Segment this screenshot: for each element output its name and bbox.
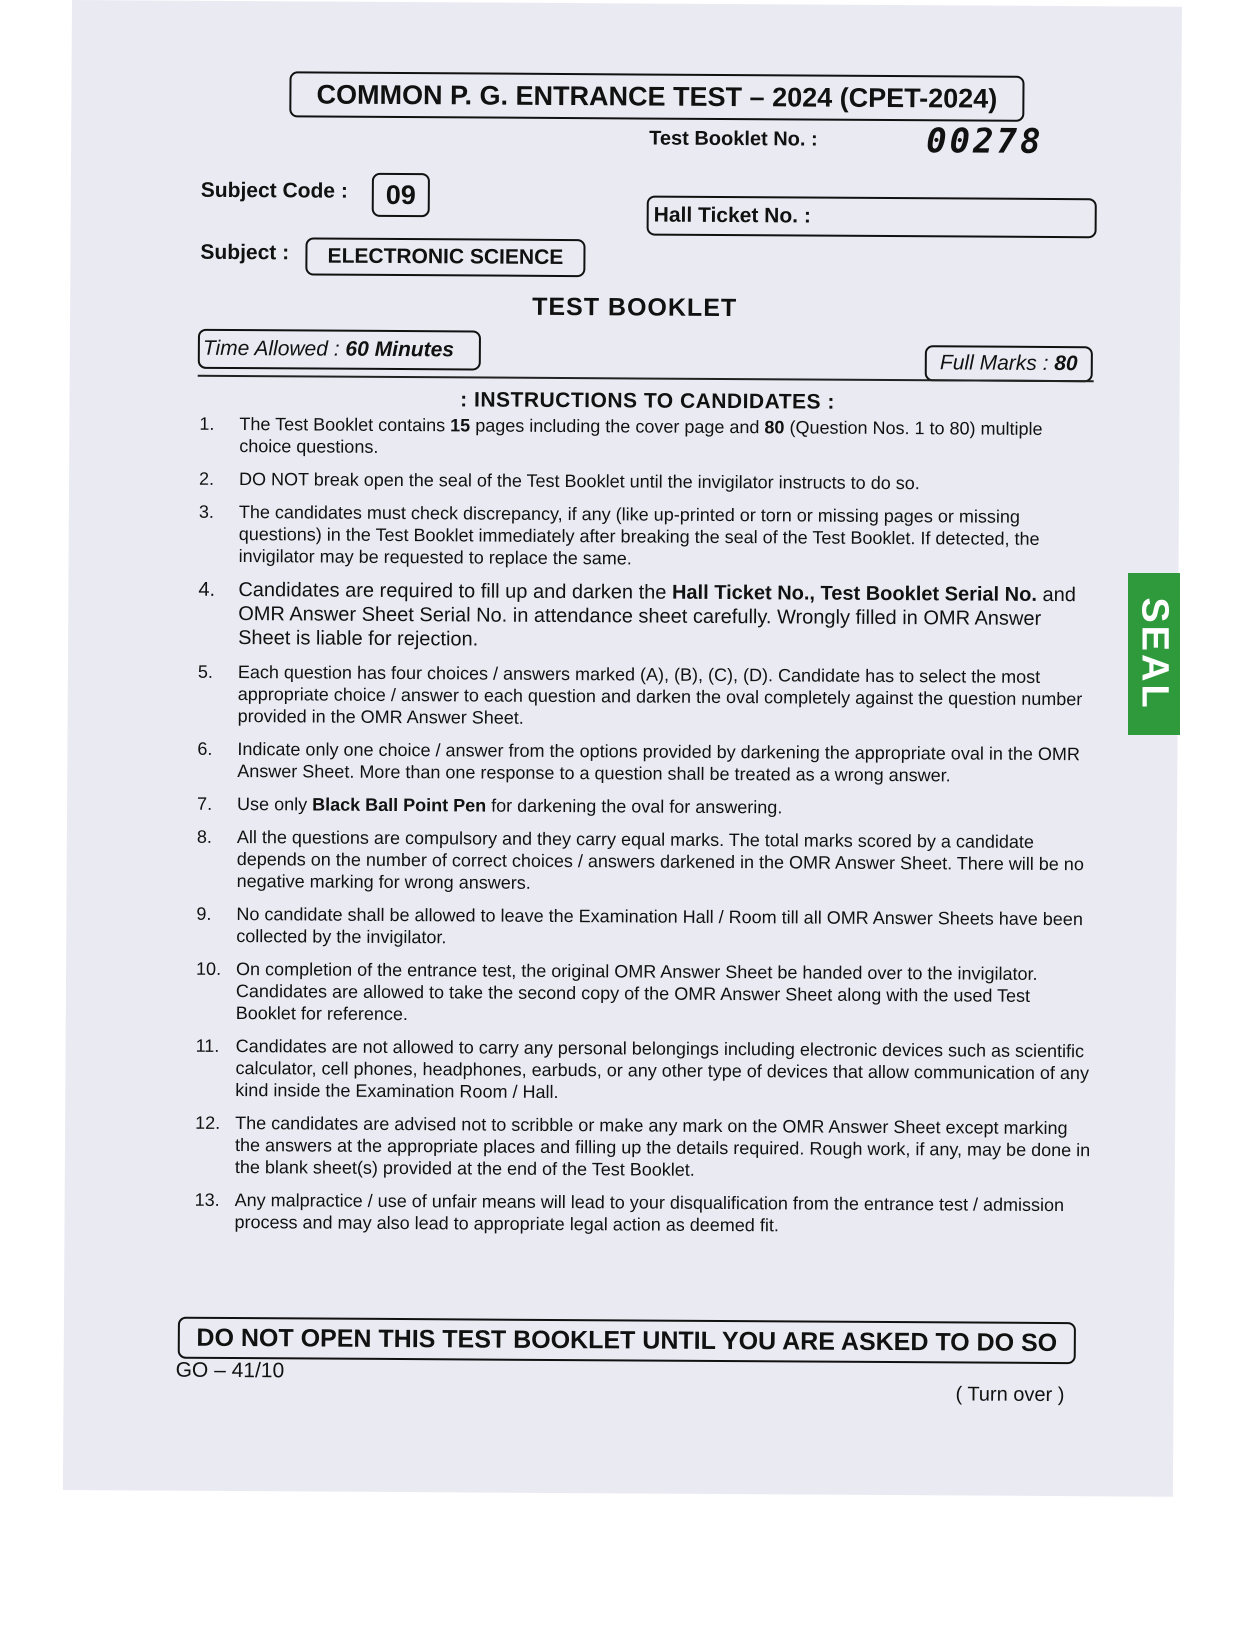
- list-item: [189, 826, 1093, 898]
- exam-title: COMMON P. G. ENTRANCE TEST – 2024 (CPET-2024): [289, 71, 1024, 121]
- item-text: and OMR Answer Sheet Serial No. in attendance sheet carefully. Wrongly filled in OMR Answer Sheet is liable for rejection.: [238, 583, 1076, 651]
- instructions-list: [186, 413, 1095, 1250]
- item-text-bold: 15: [450, 415, 471, 436]
- item-text: Indicate only one choice / answer from the options provided by darkening the appropriate oval in the OMR Answer Sheet. More than one response to a question shall be treated as a wrong answer.: [237, 739, 1080, 786]
- turn-over-note: ( Turn over ): [955, 1383, 1065, 1407]
- item-text: No candidate shall be allowed to leave the Examination Hall / Room till all OMR Answer Sheets have been collected by the invigilator.: [236, 904, 1083, 948]
- item-number: 1.: [199, 413, 215, 434]
- subject-name: ELECTRONIC SCIENCE: [305, 237, 585, 277]
- item-text: pages including the cover page and: [470, 415, 765, 438]
- list-item: [188, 903, 1092, 953]
- instructions-heading: : INSTRUCTIONS TO CANDIDATES :: [460, 388, 835, 414]
- item-text-bold: Hall Ticket No., Test Booklet Serial No.: [671, 581, 1037, 606]
- list-item: [190, 578, 1094, 656]
- list-item: [191, 501, 1095, 573]
- paper-code: GO – 41/10: [175, 1358, 285, 1383]
- item-number: 13.: [194, 1189, 220, 1210]
- item-text: Any malpractice / use of unfair means will lead to your disqualification from the entrance test / admission process and may also lead to appropriate legal action as deemed fit.: [234, 1190, 1065, 1236]
- item-number: 5.: [197, 661, 213, 682]
- list-item: [190, 661, 1094, 733]
- full-marks: [925, 345, 1093, 382]
- item-text: DO NOT break open the seal of the Test Booklet until the invigilator instructs to do so.: [239, 469, 920, 494]
- item-text: All the questions are compulsory and they carry equal marks. The total marks scored by a candidate depends on the number of correct choices / answers darkened in the OMR Answer Sheet. There will be no negative marking for wrong answers.: [236, 827, 1084, 893]
- marks-label: Full Marks :: [939, 351, 1055, 376]
- item-text-bold: 80: [764, 417, 785, 438]
- list-item: [188, 958, 1092, 1030]
- subject-code-label: Subject Code :: [200, 178, 348, 203]
- list-item: [191, 468, 1095, 496]
- hall-ticket-label: Hall Ticket No. :: [653, 203, 811, 228]
- item-text: On completion of the entrance test, the original OMR Answer Sheet be handed over to the invigilator. Candidates are allowed to take the second copy of the OMR Answer Sheet along with the used Test Booklet for reference.: [235, 959, 1038, 1025]
- item-text: Use only: [237, 794, 313, 815]
- booklet-title: TEST BOOKLET: [532, 292, 738, 323]
- list-item: [186, 1189, 1090, 1239]
- item-number: 12.: [195, 1112, 221, 1133]
- item-number: 7.: [197, 793, 213, 814]
- item-text: Candidates are not allowed to carry any personal belongings including electronic devices such as scientific calculator, cell phones, headphones, earbuds, or any other type of devices that allow communication of any kind inside the Examination Room / Hall.: [235, 1036, 1090, 1102]
- booklet-number: 00278: [926, 121, 1044, 162]
- time-label: Time Allowed :: [202, 336, 346, 361]
- item-number: 8.: [196, 826, 212, 847]
- marks-value: 80: [1054, 352, 1078, 376]
- time-value: 60 Minutes: [345, 337, 455, 362]
- item-number: 6.: [197, 738, 213, 759]
- item-number: 2.: [199, 468, 215, 489]
- list-item: [189, 738, 1093, 788]
- item-text: The candidates are advised not to scribble or make any mark on the OMR Answer Sheet except marking the answers at the appropriate places and filling up the details required. Rough work, if any, may be done in the blank sheet(s) provided at the end of the Test Booklet.: [234, 1113, 1091, 1180]
- list-item: [187, 1112, 1091, 1184]
- list-item: [189, 793, 1093, 821]
- item-text: (Question Nos. 1 to 80) multiple choice questions.: [239, 417, 1043, 457]
- item-number: 10.: [196, 958, 222, 979]
- seal-label: SEAL: [1133, 597, 1176, 711]
- item-number: 11.: [195, 1035, 220, 1056]
- item-text: Candidates are required to fill up and darken the: [238, 579, 673, 604]
- item-number: 9.: [196, 903, 212, 924]
- do-not-open-warning: DO NOT OPEN THIS TEST BOOKLET UNTIL YOU ARE ASKED TO DO SO: [178, 1317, 1076, 1364]
- subject-code: 09: [372, 173, 430, 217]
- item-number: 3.: [198, 501, 214, 522]
- subject-label: Subject :: [200, 240, 290, 265]
- item-text-bold: Black Ball Point Pen: [312, 794, 487, 816]
- hall-ticket-field[interactable]: [647, 196, 1097, 239]
- item-text: The Test Booklet contains: [239, 414, 451, 436]
- time-allowed: [198, 329, 481, 371]
- item-text: The candidates must check discrepancy, if any (like up-printed or torn or missing pages or missing questions) in the Test Booklet immediately after breaking the seal of the Test Booklet. If detected, the invigilator may be requested to replace the same.: [238, 502, 1040, 569]
- seal-sticker[interactable]: [1128, 573, 1180, 735]
- booklet-number-label: Test Booklet No. :: [649, 127, 818, 151]
- list-item: [191, 413, 1095, 463]
- booklet-cover-page: [63, 0, 1182, 1497]
- list-item: [187, 1035, 1091, 1107]
- item-text: for darkening the oval for answering.: [486, 795, 783, 818]
- item-number: 4.: [198, 578, 216, 601]
- item-text: Each question has four choices / answers marked (A), (B), (C), (D). Candidate has to select the most appropriate choice / answer to each question and darken the oval completely against the question number provided in the OMR Answer Sheet.: [237, 662, 1083, 728]
